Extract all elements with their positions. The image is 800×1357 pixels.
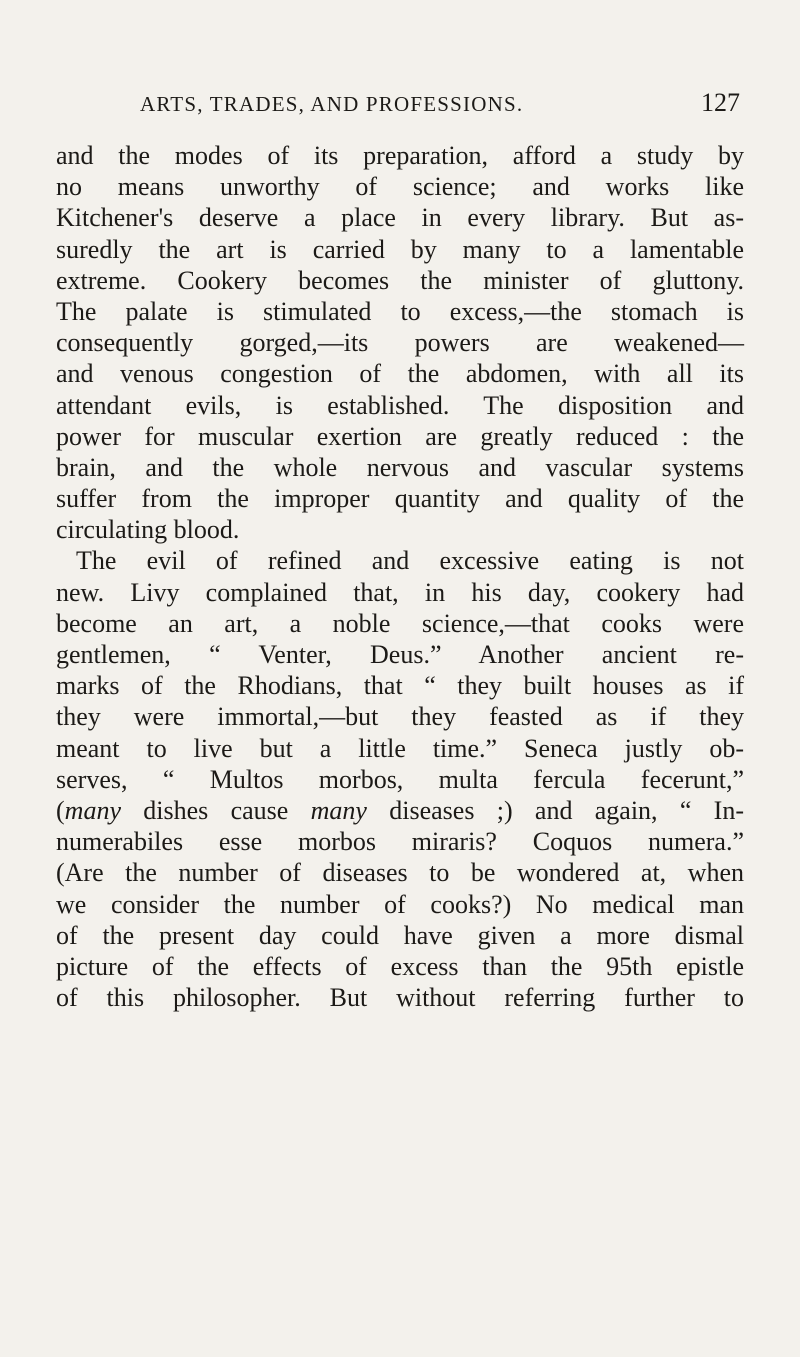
text-line: numerabiles esse morbos miraris? Coquos numera.”	[56, 827, 744, 857]
page-number: 127	[701, 88, 740, 117]
running-title: ARTS, TRADES, AND PROFESSIONS.	[140, 92, 524, 116]
text-line: and venous congestion of the abdomen, with all its	[56, 359, 744, 389]
text-line: they were immortal,—but they feasted as if they	[56, 702, 744, 732]
text-fragment: dishes cause	[121, 795, 311, 825]
text-line: brain, and the whole nervous and vascular systems	[56, 452, 744, 482]
text-line: suffer from the improper quantity and quality of the	[56, 484, 744, 514]
text-line: and the modes of its preparation, afford a study by	[56, 141, 744, 170]
running-head	[140, 88, 740, 122]
text-line: suredly the art is carried by many to a lamentable	[56, 234, 744, 264]
text-line: we consider the number of cooks?) No medical man	[56, 889, 744, 919]
text-line: serves, “ Multos morbos, multa fercula fecerunt,”	[56, 764, 744, 794]
text-line: of this philosopher. But without referring further to	[56, 983, 744, 1013]
text-line: Kitchener's deserve a place in every library. But as-	[56, 203, 744, 233]
body-text	[56, 140, 744, 1013]
text-line: attendant evils, is established. The disposition and	[56, 390, 744, 420]
text-line: become an art, a noble science,—that cooks were	[56, 608, 744, 638]
paragraph-end-line: circulating blood.	[56, 515, 240, 545]
text-line: (Are the number of diseases to be wondered at, when	[56, 858, 744, 888]
text-line: of the present day could have given a more dismal	[56, 920, 744, 950]
text-line: power for muscular exertion are greatly reduced : the	[56, 421, 744, 451]
text-line: marks of the Rhodians, that “ they built houses as if	[56, 671, 744, 701]
italic-word: many	[64, 795, 121, 825]
text-line: picture of the effects of excess than the 95th epistle	[56, 951, 744, 981]
text-line: consequently gorged,—its powers are weakened—	[56, 328, 744, 358]
text-line: meant to live but a little time.” Seneca justly ob-	[56, 733, 744, 763]
text-fragment: diseases ;) and again, “ In-	[366, 795, 744, 825]
text-line: gentlemen, “ Venter, Deus.” Another ancient re-	[56, 640, 744, 669]
text-line: new. Livy complained that, in his day, cookery had	[56, 577, 744, 607]
text-line: The palate is stimulated to excess,—the stomach is	[56, 296, 744, 326]
italic-word: many	[310, 795, 367, 825]
text-line: extreme. Cookery becomes the minister of gluttony.	[56, 265, 744, 295]
paragraph-start-line: The evil of refined and excessive eating is not	[76, 546, 744, 576]
text-line-with-italics	[56, 795, 744, 826]
text-fragment: (	[56, 795, 65, 825]
text-line: no means unworthy of science; and works like	[56, 172, 744, 202]
